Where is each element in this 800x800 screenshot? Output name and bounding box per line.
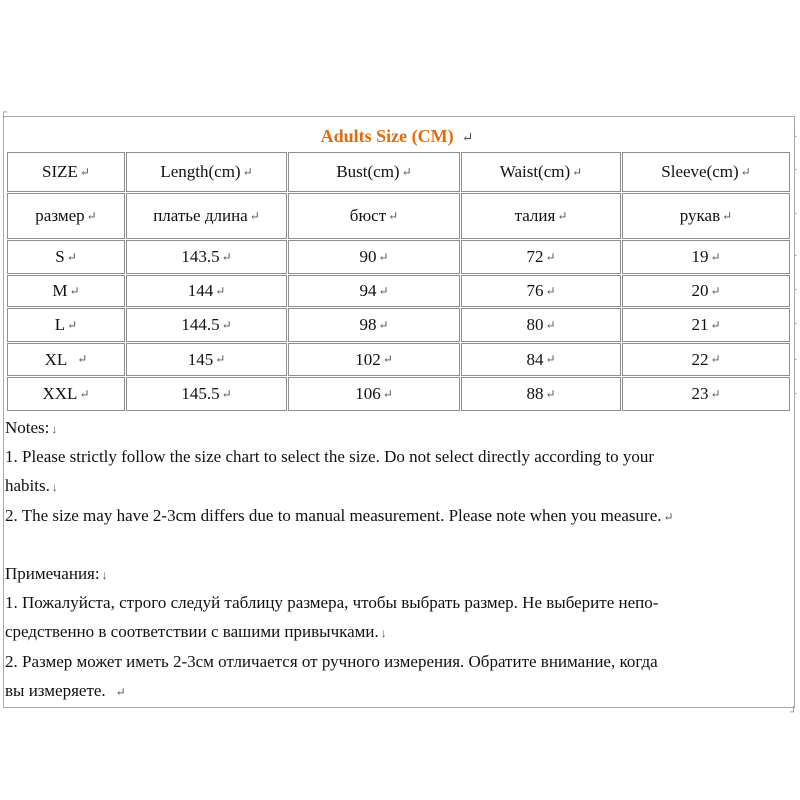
line-break-icon: ↓ (380, 626, 387, 641)
paragraph-mark-icon: ↵ (545, 352, 556, 366)
notes-line: 2. Размер может иметь 2-3см отличается от ручного измерения. Обратите внимание, когда (5, 651, 658, 671)
notes-line: вы измеряете. ↵ (5, 680, 126, 700)
header-sleeve-ru: рукав ↵ (622, 193, 790, 239)
table-cell: 102 ↵ (288, 343, 460, 376)
table-cell: 21 ↵ (622, 308, 790, 342)
paragraph-mark-icon: ↵ (215, 352, 226, 366)
table-title-text: Adults Size (CM) (320, 126, 454, 146)
paragraph-mark-icon: ↵ (378, 317, 389, 332)
header-bust-ru: бюст ↵ (288, 193, 460, 239)
table-cell: 144 ↵ (126, 275, 287, 307)
table-cell: 80 ↵ (461, 308, 621, 342)
table-cell: 94 ↵ (288, 275, 460, 307)
paragraph-mark-icon: ↵ (382, 386, 393, 401)
table-cell: S ↵ (7, 240, 125, 274)
table-corner-mark-icon: ┘ (790, 707, 798, 718)
table-cell: XL ↵ (7, 343, 125, 376)
table-cell: 88 ↵ (461, 377, 621, 411)
notes-line: 2. The size may have 2-3cm differs due to manual measurement. Please note when you measure. ↵ (5, 505, 674, 525)
line-break-icon: ↓ (51, 422, 58, 436)
paragraph-mark-icon: ↵ (382, 352, 393, 366)
row-end-mark-icon: · (794, 355, 798, 366)
table-cell: 145.5 ↵ (126, 377, 287, 411)
table-cell: 23 ↵ (622, 377, 790, 411)
notes-spacer (5, 530, 791, 559)
notes-line: 1. Пожалуйста, строго следуй таблицу размера, чтобы выбрать размер. Не выберите непо- (5, 593, 659, 613)
paragraph-mark-icon: ↵ (545, 249, 556, 264)
header-waist: Waist(cm) ↵ (461, 152, 621, 192)
paragraph-mark-icon: ↵ (79, 164, 90, 179)
notes-line: habits. ↓ (5, 476, 58, 496)
row-end-mark-icon: · (794, 251, 798, 262)
paragraph-mark-icon: ↵ (86, 208, 97, 223)
table-cell: XXL ↵ (7, 377, 125, 411)
paragraph-mark-icon: ↵ (722, 208, 733, 223)
table-cell: 72 ↵ (461, 240, 621, 274)
line-break-icon: ↓ (51, 480, 58, 495)
paragraph-mark-icon: ↵ (710, 283, 721, 298)
header-length-ru: платье длина ↵ (126, 193, 287, 239)
paragraph-mark-icon: ↵ (461, 131, 474, 146)
paragraph-mark-icon: ↵ (710, 317, 721, 332)
paragraph-mark-icon: ↵ (69, 283, 80, 298)
paragraph-mark-icon: ↵ (378, 249, 389, 264)
header-length: Length(cm) ↵ (126, 152, 287, 192)
line-break-icon: ↓ (101, 567, 108, 582)
table-cell: 143.5 ↵ (126, 240, 287, 274)
paragraph-mark-icon: ↵ (710, 386, 721, 401)
paragraph-mark-icon: ↵ (401, 164, 412, 179)
header-bust: Bust(cm) ↵ (288, 152, 460, 192)
paragraph-mark-icon: ↵ (66, 249, 77, 264)
paragraph-mark-icon: ↵ (242, 164, 253, 179)
notes-section (5, 413, 791, 705)
row-end-mark-icon: · (794, 319, 798, 330)
table-corner-mark-icon: ┌ (0, 107, 8, 118)
paragraph-mark-icon: ↵ (545, 386, 556, 401)
paragraph-mark-icon: ↵ (79, 386, 90, 401)
table-cell: 76 ↵ (461, 275, 621, 307)
table-cell: 84 ↵ (461, 343, 621, 376)
paragraph-mark-icon: ↵ (572, 164, 583, 179)
paragraph-mark-icon: ↵ (378, 283, 389, 298)
paragraph-mark-icon: ↵ (663, 509, 674, 524)
paragraph-mark-icon: ↵ (545, 317, 556, 332)
paragraph-mark-icon: ↵ (221, 317, 232, 332)
header-size: SIZE ↵ (7, 152, 125, 192)
notes-line: 1. Please strictly follow the size chart to select the size. Do not select directly according to your (5, 447, 655, 467)
row-end-mark-icon: · (794, 165, 798, 176)
row-end-mark-icon: · (794, 132, 798, 143)
header-sleeve: Sleeve(cm) ↵ (622, 152, 790, 192)
paragraph-mark-icon: ↵ (221, 249, 232, 264)
paragraph-mark-icon: ↵ (710, 352, 721, 366)
header-waist-ru: талия ↵ (461, 193, 621, 239)
header-size-ru: размер ↵ (7, 193, 125, 239)
notes-heading-ru: Примечания: ↓ (5, 563, 108, 583)
row-end-mark-icon: · (794, 389, 798, 400)
row-end-mark-icon: · (794, 209, 798, 220)
table-cell: 144.5 ↵ (126, 308, 287, 342)
paragraph-mark-icon: ↵ (740, 164, 751, 179)
paragraph-mark-icon: ↵ (388, 208, 399, 223)
table-cell: 19 ↵ (622, 240, 790, 274)
notes-heading-en: Notes: ↓ (5, 418, 58, 437)
table-cell: 145 ↵ (126, 343, 287, 376)
paragraph-mark-icon: ↵ (221, 386, 232, 401)
paragraph-mark-icon: ↵ (215, 283, 226, 298)
table-cell: 106 ↵ (288, 377, 460, 411)
row-end-mark-icon: · (794, 285, 798, 296)
notes-line: средственно в соответствии с вашими привычками. ↓ (5, 622, 387, 642)
paragraph-mark-icon: ↵ (545, 283, 556, 298)
table-cell: L ↵ (7, 308, 125, 342)
paragraph-mark-icon: ↵ (115, 684, 126, 699)
table-cell: M ↵ (7, 275, 125, 307)
paragraph-mark-icon: ↵ (77, 352, 88, 366)
table-cell: 90 ↵ (288, 240, 460, 274)
paragraph-mark-icon: ↵ (710, 249, 721, 264)
paragraph-mark-icon: ↵ (249, 208, 260, 223)
paragraph-mark-icon: ↵ (67, 317, 78, 332)
table-cell: 22 ↵ (622, 343, 790, 376)
table-title (4, 121, 790, 151)
table-cell: 98 ↵ (288, 308, 460, 342)
paragraph-mark-icon: ↵ (557, 208, 568, 223)
table-cell: 20 ↵ (622, 275, 790, 307)
